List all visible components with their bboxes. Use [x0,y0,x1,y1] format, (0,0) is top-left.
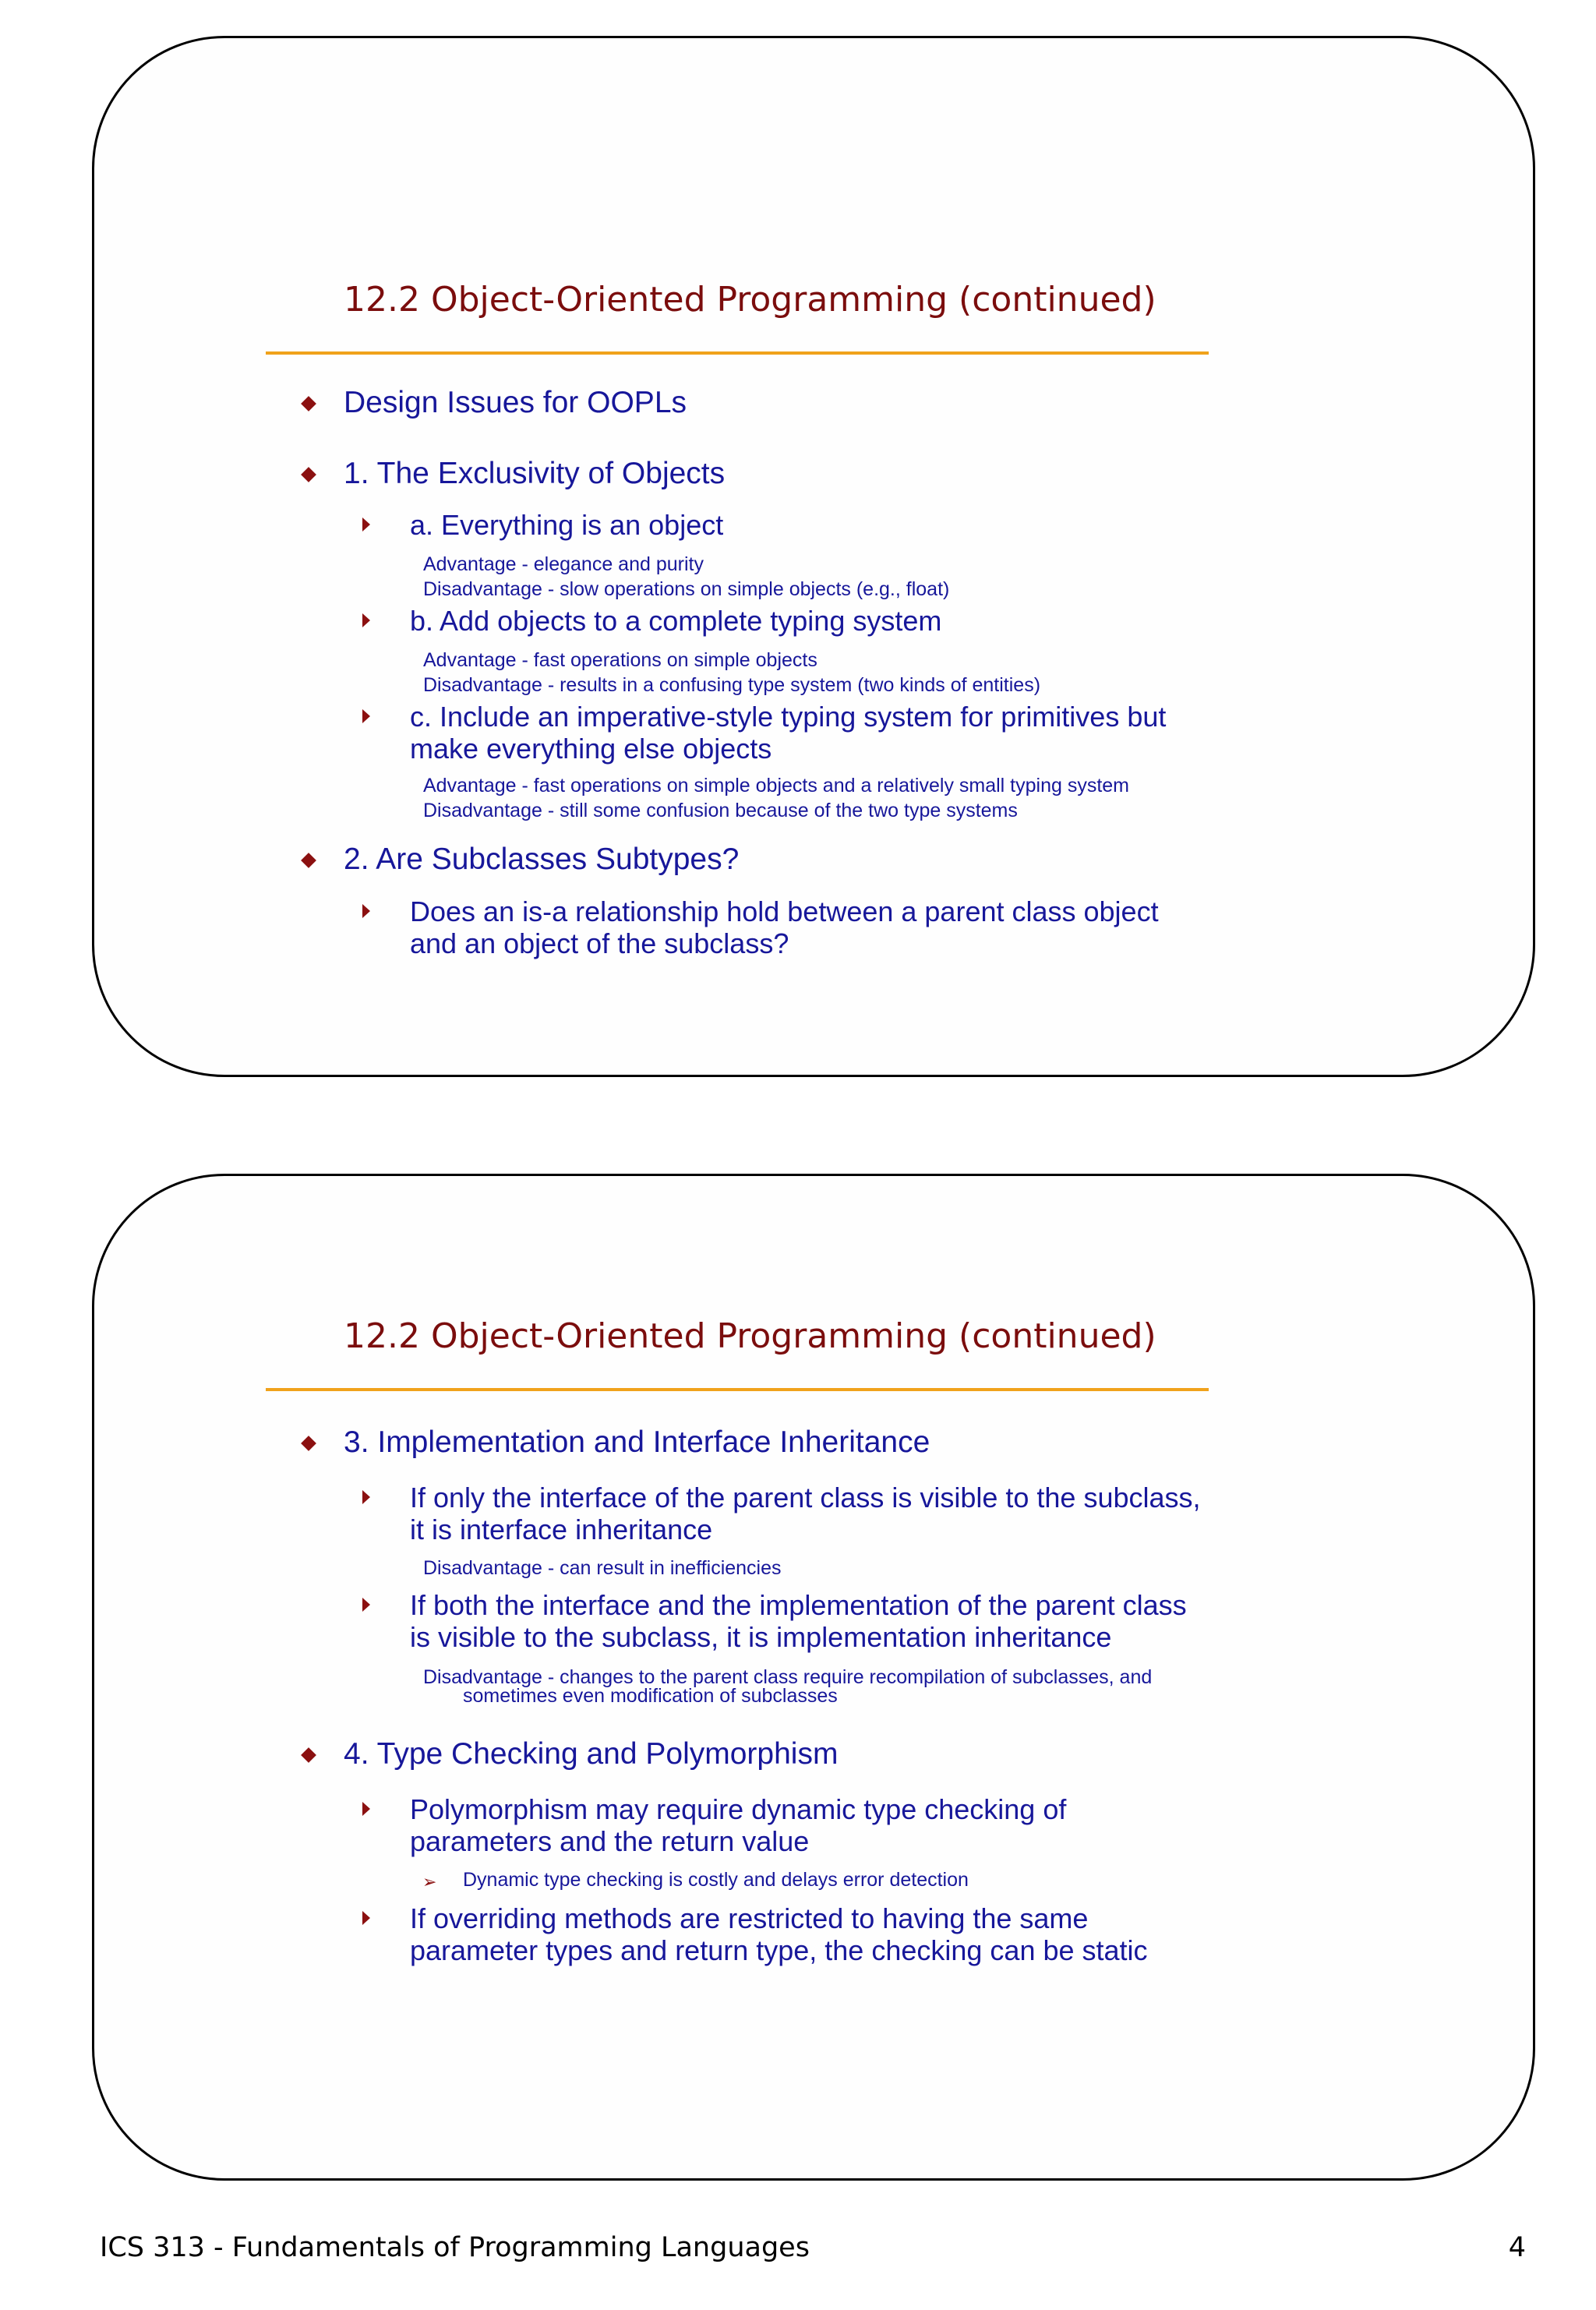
triangle-bullet-icon [362,1802,370,1816]
detail-text: Advantage - fast operations on simple objects and a relatively small typing system [423,775,1130,796]
detail-text: Disadvantage - changes to the parent class require recompilation of subclasses, and sometimes even modification of subclasses [423,1666,1153,1707]
diamond-bullet-icon [301,853,316,868]
detail-text: ➢ Dynamic type checking is costly and delays error detection [463,1868,969,1892]
detail-text: Advantage - fast operations on simple objects [423,649,817,671]
diamond-bullet-icon [301,1436,316,1451]
bullet-item: Design Issues for OOPLs [344,386,687,420]
triangle-bullet-icon [362,1911,370,1925]
sub-bullet-item: If only the interface of the parent class is visible to the subclass, it is interface inheritance [410,1482,1201,1545]
detail-text: Disadvantage - can result in inefficiencies [423,1557,782,1579]
sub-bullet-item: If both the interface and the implementation of the parent class is visible to the subclass, it is implementation inheritance [410,1589,1187,1653]
diamond-bullet-icon [301,1747,316,1763]
sub-bullet-item: b. Add objects to a complete typing system [410,605,941,637]
diamond-bullet-icon [301,467,316,482]
triangle-bullet-icon [362,1598,370,1612]
title-divider [266,1388,1209,1391]
slide-2 [92,1174,1535,2181]
detail-text: Disadvantage - still some confusion because of the two type systems [423,800,1018,821]
triangle-bullet-icon [362,904,370,918]
slide-1 [92,36,1535,1077]
bullet-item: 2. Are Subclasses Subtypes? [344,842,739,877]
bullet-item: 4. Type Checking and Polymorphism [344,1737,838,1771]
sub-bullet-item: Does an is-a relationship hold between a parent class object and an object of the subclass? [410,895,1159,959]
bullet-item: 3. Implementation and Interface Inheritance [344,1425,930,1460]
detail-text: Disadvantage - slow operations on simple objects (e.g., float) [423,578,950,600]
triangle-bullet-icon [362,517,370,532]
sub-bullet-item: c. Include an imperative-style typing system for primitives but make everything else objects [410,701,1166,765]
triangle-bullet-icon [362,613,370,627]
slide-title: 12.2 Object-Oriented Programming (continued) [344,280,1156,320]
detail-text: Disadvantage - results in a confusing type system (two kinds of entities) [423,674,1041,696]
sub-bullet-item: If overriding methods are restricted to having the same parameter types and return type, the checking can be static [410,1902,1148,1966]
arrow-bullet-icon: ➢ [422,1872,437,1891]
triangle-bullet-icon [362,1490,370,1504]
bullet-item: 1. The Exclusivity of Objects [344,457,725,491]
page-number: 4 [1508,2232,1526,2263]
detail-text: Advantage - elegance and purity [423,553,704,575]
sub-bullet-item: a. Everything is an object [410,509,723,541]
triangle-bullet-icon [362,709,370,723]
sub-bullet-item: Polymorphism may require dynamic type checking of parameters and the return value [410,1793,1066,1857]
diamond-bullet-icon [301,396,316,411]
title-divider [266,351,1209,355]
footer-course-title: ICS 313 - Fundamentals of Programming Languages [100,2232,810,2263]
slide-title: 12.2 Object-Oriented Programming (continued) [344,1316,1156,1356]
